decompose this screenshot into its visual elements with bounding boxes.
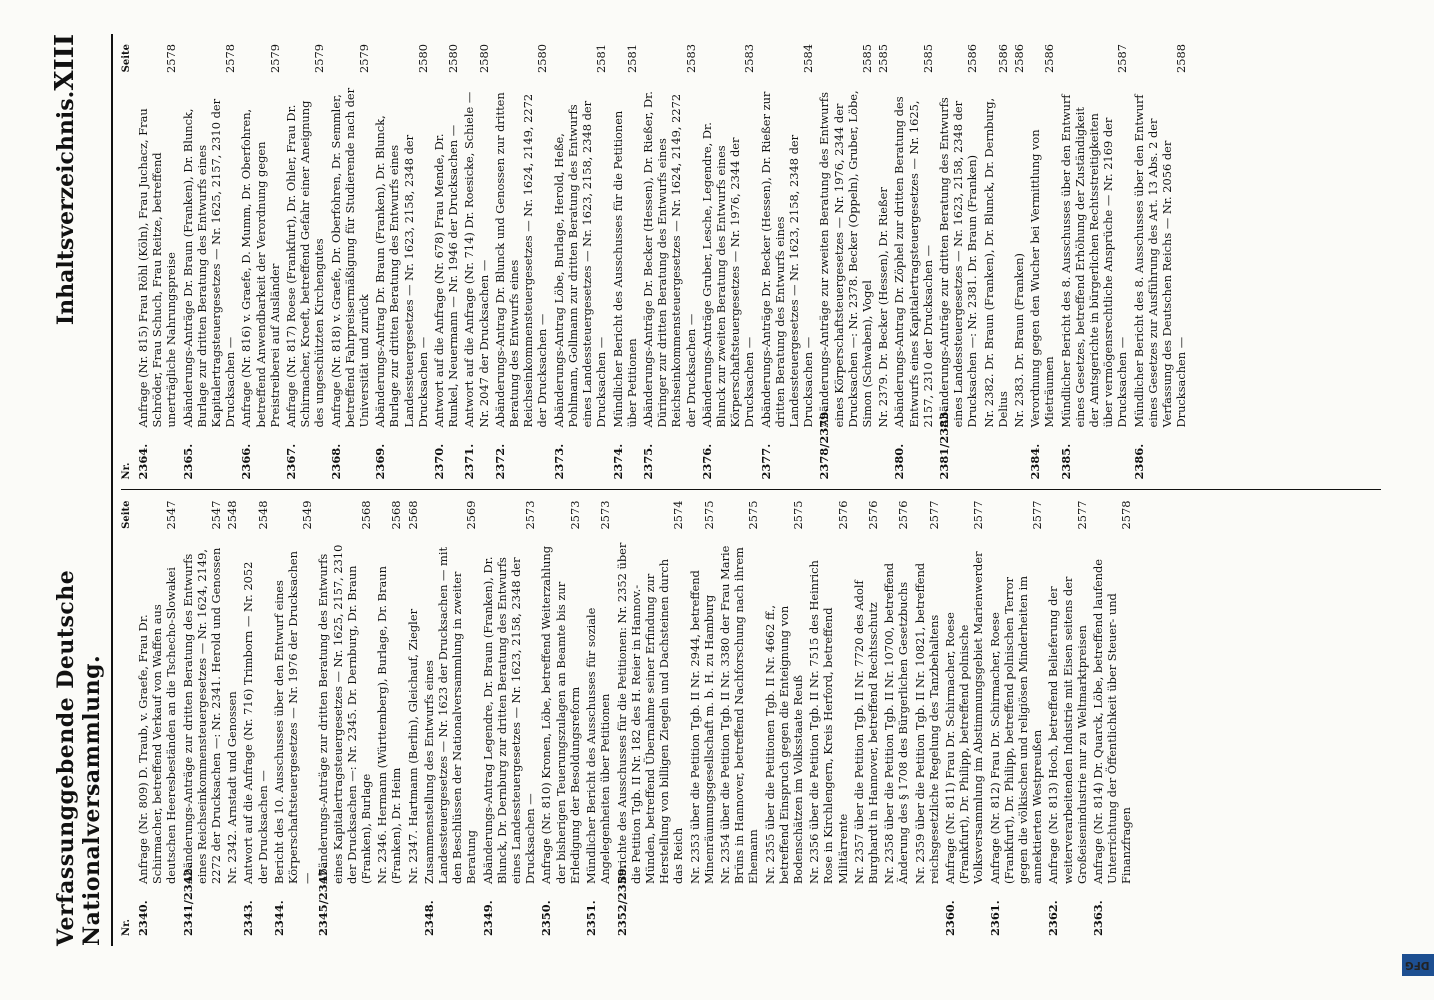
entry-text: Abänderungs-Anträge Dr. Becker (Hessen), Dr. Rießer, Dr. Düringer zur dritten Beratung des Entwurfs eines Reichseinkommensteuergesetzes — Nr. 1624, 2149, 2272 der Drucksachen — — [640, 91, 698, 428]
entry-number: 2375. — [640, 443, 655, 480]
entry-page: 2568 — [389, 500, 404, 530]
entry-text: Abänderungs-Anträge zur zweiten Beratung des Entwurfs eines Körperschaftsteuergesetzes — Nr. 1976, 2344 der Drucksachen —: Nr. 2378. Becker (Oppeln), Gruber, Löbe, Simon (Schwaben), Vogel — [817, 90, 874, 428]
entry-page: 2585 — [920, 44, 935, 73]
index-entry — [718, 501, 761, 937]
index-entry — [316, 501, 373, 937]
entry-page: 2575 — [746, 500, 761, 530]
dfg-logo: DFG — [1402, 954, 1434, 976]
entry-number: 2340. — [136, 900, 150, 936]
index-columns — [121, 34, 1381, 946]
entry-page: 2588 — [1174, 44, 1189, 73]
entry-number: 2351. — [584, 900, 599, 936]
entry-number: 2345/2347. — [316, 864, 331, 936]
entry-text: Anfrage (Nr. 811) Frau Dr. Schirmacher, Roese (Frankfurt), Dr. Philipp, betreffend polnische Volksversammlung im Abstimmungsgebiet Marienwerder — [942, 551, 986, 884]
entry-number: 2386. — [1131, 443, 1146, 480]
entry-text: Nr. 2353 über die Petition Tgb. II Nr. 2944, betreffend Minenräumungsgesellschaft m. b. H. zu Hamburg — [687, 570, 716, 884]
entry-page: 2579 — [267, 44, 282, 73]
entry-page: 2573 — [523, 500, 538, 530]
entry-number: 2348. — [421, 900, 436, 936]
entry-page: 2577 — [1074, 500, 1089, 530]
entry-page: 2547 — [164, 500, 179, 530]
entry-page: 2586 — [965, 44, 980, 73]
entry-page: 2568 — [359, 500, 374, 530]
entry-page: 2548 — [255, 500, 270, 530]
index-entry — [329, 44, 372, 480]
entry-number: 2377. — [758, 443, 773, 480]
entry-number: 2371. — [462, 443, 477, 480]
entry-page: 2578 — [164, 44, 179, 73]
entry-text: Nr. 2383. Dr. Braun (Franken) — [1011, 253, 1026, 428]
entry-text: Abänderungs-Anträge Dr. Becker (Hessen), Dr. Rießer zur dritten Beratung des Entwurfs eines Landessteuergesetzes — Nr. 1623, 2158, 2348 der Drucksachen — — [758, 91, 816, 428]
entry-text: Antwort auf die Anfrage (Nr. 716) Trimborn — Nr. 2052 der Drucksachen — — [241, 561, 270, 884]
index-entry — [1012, 44, 1026, 480]
entry-page: 2549 — [300, 500, 315, 530]
entry-text: Abänderungs-Anträge Dr. Braun (Franken), Dr. Blunck, Burlage zur dritten Beratung des Entwurfs eines Kapitalertragsteuergesetzes — Nr. 1625, 2157, 2310 der Drucksachen — — [180, 98, 238, 428]
index-entry — [284, 44, 327, 480]
entry-page: 2583 — [683, 44, 698, 73]
entry-text: Abänderungs-Antrag Dr. Braun (Franken), Dr. Blunck, Burlage zur dritten Beratung des Entwurfs eines Landessteuergesetzes — Nr. 1623, 2158, 2348 der Drucksachen — — [373, 115, 430, 428]
entry-number: 2350. — [539, 900, 554, 936]
entry-text: Nr. 2346. Hermann (Württemberg), Burlage, Dr. Braun (Franken), Dr. Heim — [375, 566, 404, 884]
entry-number: 2369. — [373, 443, 388, 480]
index-entry — [1091, 501, 1134, 937]
entry-text: Anfrage (Nr. 814) Dr. Quarck, Löbe, betreffend laufende Unterrichtung der Öffentlichkeit über Steuer- und Finanzfragen — [1091, 559, 1134, 884]
index-entry — [432, 44, 460, 480]
entry-number — [225, 884, 239, 936]
index-entry — [136, 44, 179, 480]
entry-number: 2368. — [328, 443, 343, 480]
column-header-seite: Seite — [121, 44, 132, 73]
entry-number: 2373. — [551, 443, 566, 480]
entry-number: 2352/2359. — [614, 864, 629, 936]
entry-text: Nr. 2358 über die Petition Tgb. II Nr. 10700, betreffend Änderung des § 1708 des Bürgerlichen Gesetzbuchs — [882, 562, 911, 884]
entry-number — [982, 428, 1010, 480]
entry-page: 2580 — [446, 44, 461, 73]
entry-number — [763, 884, 806, 936]
entry-page: 2574 — [671, 500, 686, 530]
entry-number: 2365. — [180, 443, 195, 480]
index-entry — [763, 501, 806, 937]
entry-page: 2576 — [896, 500, 911, 530]
entry-page: 2578 — [1119, 500, 1134, 530]
entry-number — [718, 884, 761, 936]
entry-number: 2381/2383. — [936, 407, 951, 480]
entry-text: Abänderungs-Anträge zur dritten Beratung des Entwurfs eines Reichseinkommensteuergesetzes — Nr. 1624, 2149, 2272 der Drucksachen —: Nr. 2341. Herold und Genossen — [180, 547, 224, 884]
entry-page: 2584 — [801, 44, 816, 73]
index-entry — [937, 44, 980, 480]
index-entry — [462, 44, 490, 480]
column-header — [121, 501, 132, 937]
entry-page: 2579 — [312, 44, 327, 73]
index-entry — [373, 44, 430, 480]
entry-page: 2580 — [415, 44, 430, 73]
index-entry — [239, 44, 282, 480]
entry-number: 2360. — [942, 900, 957, 936]
entry-text: Berichte des Ausschusses für die Petitionen: Nr. 2352 über die Petition Tgb. II Nr. 182 des H. Reier in Hannov.-Münden, betreffend Übernahme seiner Erfindung zur Herstellung von billigen Ziegeln und Dachsteinen durch das Reich — [614, 542, 686, 884]
entry-list — [136, 501, 1134, 937]
index-entry — [181, 44, 238, 480]
entry-number: 2378/2379. — [817, 407, 832, 480]
entry-text: Nr. 2382. Dr. Braun (Franken), Dr. Blunck, Dr. Dernburg, Delius — [981, 97, 1010, 428]
entry-text: Mündlicher Bericht des Ausschusses für die Petitionen über Petitionen — [610, 110, 639, 428]
entry-number: 2372. — [492, 443, 507, 480]
entry-text: Abänderungs-Antrag Dr. Zöphel zur dritten Beratung des Entwurfs eines Kapitalertragsteuergesetzes — Nr. 1625, 2157, 2310 der Drucksachen — — [892, 96, 935, 428]
entry-text: Abänderungs-Antrag Legendre, Dr. Braun (Franken), Dr. Blunck, Dr. Dernburg zur dritten Beratung des Entwurfs eines Landessteuergesetzes — Nr. 1623, 2158, 2348 der Drucksachen — — [480, 556, 538, 884]
entry-text: Abänderungs-Anträge zur dritten Beratung des Entwurfs eines Kapitalertragsteuergesetzes — Nr. 1625, 2157, 2310 der Drucksachen —: Nr. 2345. Dr. Dernburg, Dr. Braun (Franken), Burlage — [316, 544, 374, 884]
entry-page: 2573 — [567, 500, 582, 530]
entry-number: 2367. — [284, 443, 299, 480]
entry-number: 2361. — [987, 900, 1002, 936]
entry-number — [688, 884, 716, 936]
entry-number — [852, 884, 880, 936]
index-entry — [688, 501, 716, 937]
index-entry — [584, 501, 612, 937]
entry-page: 2583 — [742, 44, 757, 73]
index-entry — [759, 44, 816, 480]
entry-text: Nr. 2359 über die Petition Tgb. II Nr. 10821, betreffend reichsgesetzliche Regelung des Tanzbehaltens — [912, 562, 941, 884]
index-entry — [181, 501, 224, 937]
entry-page: 2581 — [594, 44, 609, 73]
entry-number: 2364. — [136, 443, 150, 480]
entry-text: Abänderungs-Antrag Dr. Blunck und Genossen zur dritten Beratung des Entwurfs eines Reichseinkommensteuergesetzes — Nr. 1624, 2149, 2272 der Drucksachen — — [492, 92, 550, 428]
entry-number: 2349. — [480, 900, 495, 936]
entry-text: Antwort auf die Anfrage (Nr. 714) Dr. Roesicke, Schiele — Nr. 2047 der Drucksachen — — [462, 91, 491, 428]
document-subtitle: Inhaltsverzeichnis. — [53, 90, 79, 326]
entry-page: 2576 — [835, 500, 850, 530]
entry-text: Anfrage (Nr. 810) Kronen, Löbe, betreffend Weiterzahlung der bisherigen Teuerungszulagen an Beamte bis zur Erledigung der Besoldungsreform — [539, 545, 582, 884]
index-entry — [817, 44, 874, 480]
index-entry — [493, 44, 550, 480]
index-entry — [1132, 44, 1189, 480]
index-column-left — [121, 491, 1381, 947]
entry-page: 2569 — [464, 500, 479, 530]
index-entry — [422, 501, 479, 937]
entry-page: 2577 — [1030, 500, 1045, 530]
entry-page: 2577 — [971, 500, 986, 530]
entry-page: 2580 — [476, 44, 491, 73]
index-entry — [375, 501, 403, 937]
entry-page: 2586 — [1011, 44, 1026, 73]
entry-page: 2578 — [223, 44, 238, 73]
entry-number: 2366. — [239, 443, 254, 480]
entry-number: 2370. — [432, 443, 447, 480]
entry-text: Nr. 2355 über die Petitionen Tgb. II Nr. 4662 ff., betreffend Einspruch gegen die Enteignung von Bodenschätzen im Volksstaate Reuß — [762, 605, 805, 884]
entry-text: Anfrage (Nr. 815) Frau Röhl (Köln), Frau Juchacz, Frau Schröder, Frau Schuch, Frau Reitze, betreffend unerträgliche Nahrungspreise — [136, 108, 179, 428]
entry-page: 2586 — [995, 44, 1010, 73]
entry-page: 2575 — [701, 500, 716, 530]
entry-text: Abänderungs-Anträge zur dritten Beratung des Entwurfs eines Landessteuergesetzes — Nr. 1623, 2158, 2348 der Drucksachen —: Nr. 2381. Dr. Braun (Franken) — [936, 97, 980, 428]
entry-text: Antwort auf die Anfrage (Nr. 678) Frau Mende, Dr. Runkel, Neuermann — Nr. 1946 der Drucksachen — — [432, 124, 461, 428]
entry-page: 2548 — [225, 500, 240, 530]
entry-page: 2581 — [624, 44, 639, 73]
entry-page: 2575 — [790, 500, 805, 530]
entry-text: Verordnung gegen den Wucher bei Vermittlung von Mieträumen — [1028, 129, 1057, 428]
page-header — [50, 34, 113, 946]
entry-text: Anfrage (Nr. 816) v. Graefe, D. Mumm, Dr. Oberfohren, betreffend Anwendbarkeit der Verordnung gegen Preistreiberei auf Ausländer — [239, 108, 282, 428]
index-entry — [943, 501, 986, 937]
entry-number: 2344. — [271, 900, 286, 936]
document-title: Verfassunggebende Deutsche Nationalversammlung. — [53, 569, 105, 946]
entry-text: Anfrage (Nr. 812) Frau Dr. Schirmacher, Roese (Frankfurt), Dr. Philipp, betreffend polnischen Terror gegen die völkischen und religiösen Minderheiten im annektierten Westpreußen — [987, 575, 1045, 884]
index-entry — [1028, 44, 1056, 480]
index-entry — [1046, 501, 1089, 937]
index-entry — [481, 501, 538, 937]
index-entry — [982, 44, 1010, 480]
index-entry — [136, 501, 179, 937]
index-entry — [539, 501, 582, 937]
column-header — [121, 44, 132, 480]
entry-number: 2343. — [241, 900, 256, 936]
entry-page: 2585 — [876, 44, 891, 73]
entry-page: 2585 — [859, 44, 874, 73]
entry-text: Nr. 2379. Dr. Becker (Hessen), Dr. Rießer — [876, 187, 891, 428]
column-header-nr: Nr. — [121, 919, 132, 936]
entry-page: 2568 — [405, 500, 420, 530]
entry-text: Anfrage (Nr. 817) Roese (Frankfurt), Dr. Ohler, Frau Dr. Schirmacher, Kroeft, betreffend Gefahr einer Aneignung des ungeschützten Kirchengutes — [284, 100, 327, 428]
index-entry — [1059, 44, 1130, 480]
entry-number: 2362. — [1046, 900, 1061, 936]
entry-number: 2384. — [1028, 443, 1043, 480]
entry-number: 2380. — [892, 443, 907, 480]
entry-text: Mündlicher Bericht des 8. Ausschusses über den Entwurf eines Gesetzes zur Ausführung des Art. 13 Abs. 2 der Verfassung des Deutschen Reichs — Nr. 2056 der Drucksachen — — [1131, 94, 1189, 428]
page-numeral: XIII — [50, 34, 80, 91]
entry-page: 2587 — [1115, 44, 1130, 73]
entry-page: 2579 — [357, 44, 372, 73]
index-entry — [611, 44, 639, 480]
entry-text: Abänderungs-Anträge Gruber, Lesche, Legendre, Dr. Blunck zur zweiten Beratung des Entwurfs eines Körperschaftsteuergesetzes — Nr. 1976, 2344 der Drucksachen — — [699, 122, 757, 428]
entry-page: 2576 — [865, 500, 880, 530]
index-entry — [852, 501, 880, 937]
entry-text: Anfrage (Nr. 809) D. Traub, v. Graefe, Frau Dr. Schirmacher, betreffend Verkauf von Waffen aus deutschen Heeresbeständen an die Tschecho-Slowakei — [136, 567, 179, 884]
index-entry — [700, 44, 757, 480]
digitization-credit — [1405, 20, 1430, 980]
entry-number — [913, 884, 941, 936]
entry-text: Abänderungs-Antrag Löbe, Burlage, Herold, Heße, Pohlmann, Gollmann zur dritten Beratung des Entwurfs eines Landessteuergesetzes — Nr. 1623, 2158, 2348 der Drucksachen — — [551, 100, 609, 428]
entry-number: 2385. — [1058, 443, 1073, 480]
entry-number — [375, 884, 403, 936]
entry-text: Nr. 2342. Arnstadt und Genossen — [225, 691, 240, 884]
entry-number: 2374. — [610, 443, 625, 480]
entry-page: 2577 — [926, 500, 941, 530]
entry-text: Mündlicher Bericht des 8. Ausschusses über den Entwurf eines Gesetzes, betreffend Erhöhung der Zuständigkeit der Amtsgerichte in bürgerlichen Rechtsstreitigkeiten über vermögensrechtliche Ansprüche — Nr. 2169 der Drucksachen — — [1058, 94, 1130, 428]
index-entry — [876, 44, 890, 480]
entry-number — [876, 428, 890, 480]
entry-text: Anfrage (Nr. 818) v. Graefe, Dr. Oberfohren, Dr. Semmler, betreffend Fahrpreisermäßigung für Studierende nach der Universität und zurück — [328, 87, 372, 428]
index-entry — [241, 501, 269, 937]
entry-text: Nr. 2357 über die Petition Tgb. II Nr. 7720 des Adolf Burghardt in Hannover, betreffend Rechtsschutz — [851, 580, 880, 884]
entry-page: 2573 — [598, 500, 613, 530]
entry-list — [136, 44, 1188, 480]
column-header-seite: Seite — [121, 500, 132, 529]
column-header-nr: Nr. — [121, 462, 132, 480]
index-entry — [225, 501, 239, 937]
index-entry — [882, 501, 910, 937]
entry-page: 2586 — [1042, 44, 1057, 73]
entry-number: 2363. — [1091, 900, 1105, 936]
entry-text: Anfrage (Nr. 813) Hoch, betreffend Belieferung der weiterverarbeitenden Industrie mit Eisen seitens der Großeisenindustrie nur zu Weltmarktpreisen — [1046, 576, 1089, 884]
entry-number — [882, 884, 910, 936]
entry-number — [807, 884, 850, 936]
entry-text: Nr. 2356 über die Petition Tgb. II Nr. 7515 des Heinrich Rose in Kirchlengern, Kreis Herford, betreffend Militärrente — [807, 560, 850, 884]
entry-text: Bericht des 10. Ausschusses über den Entwurf eines Körperschaftsteuergesetzes — Nr. 1976 der Drucksachen — — [271, 551, 315, 884]
index-entry — [807, 501, 850, 937]
index-entry — [272, 501, 315, 937]
index-entry — [615, 501, 686, 937]
entry-number: 2376. — [699, 443, 714, 480]
index-entry — [552, 44, 609, 480]
index-entry — [406, 501, 420, 937]
entry-number — [406, 884, 420, 936]
entry-number — [1012, 428, 1026, 480]
entry-page: 2580 — [535, 44, 550, 73]
index-entry — [892, 44, 935, 480]
entry-text: Zusammenstellung des Entwurfs eines Landessteuergesetzes — Nr. 1623 der Drucksachen — mit den Beschlüssen der Nationalversammlung in zweiter Beratung — [421, 546, 479, 884]
rotated-document-page — [40, 20, 1376, 960]
index-entry — [641, 44, 698, 480]
entry-page: 2547 — [209, 500, 224, 530]
index-column-right — [121, 34, 1381, 491]
entry-text: Nr. 2347. Hartmann (Berlin), Gleichauf, Ziegler — [405, 608, 420, 884]
index-entry — [913, 501, 941, 937]
entry-number: 2341/2342. — [180, 864, 195, 936]
entry-text: Nr. 2354 über die Petition Tgb. II Nr. 3380 der Frau Marie Brüns in Hannover, betreffend Nachforschung nach ihrem Ehemann — [717, 545, 761, 884]
entry-text: Mündlicher Bericht des Ausschusses für soziale Angelegenheiten über Petitionen — [584, 607, 613, 884]
index-entry — [988, 501, 1045, 937]
